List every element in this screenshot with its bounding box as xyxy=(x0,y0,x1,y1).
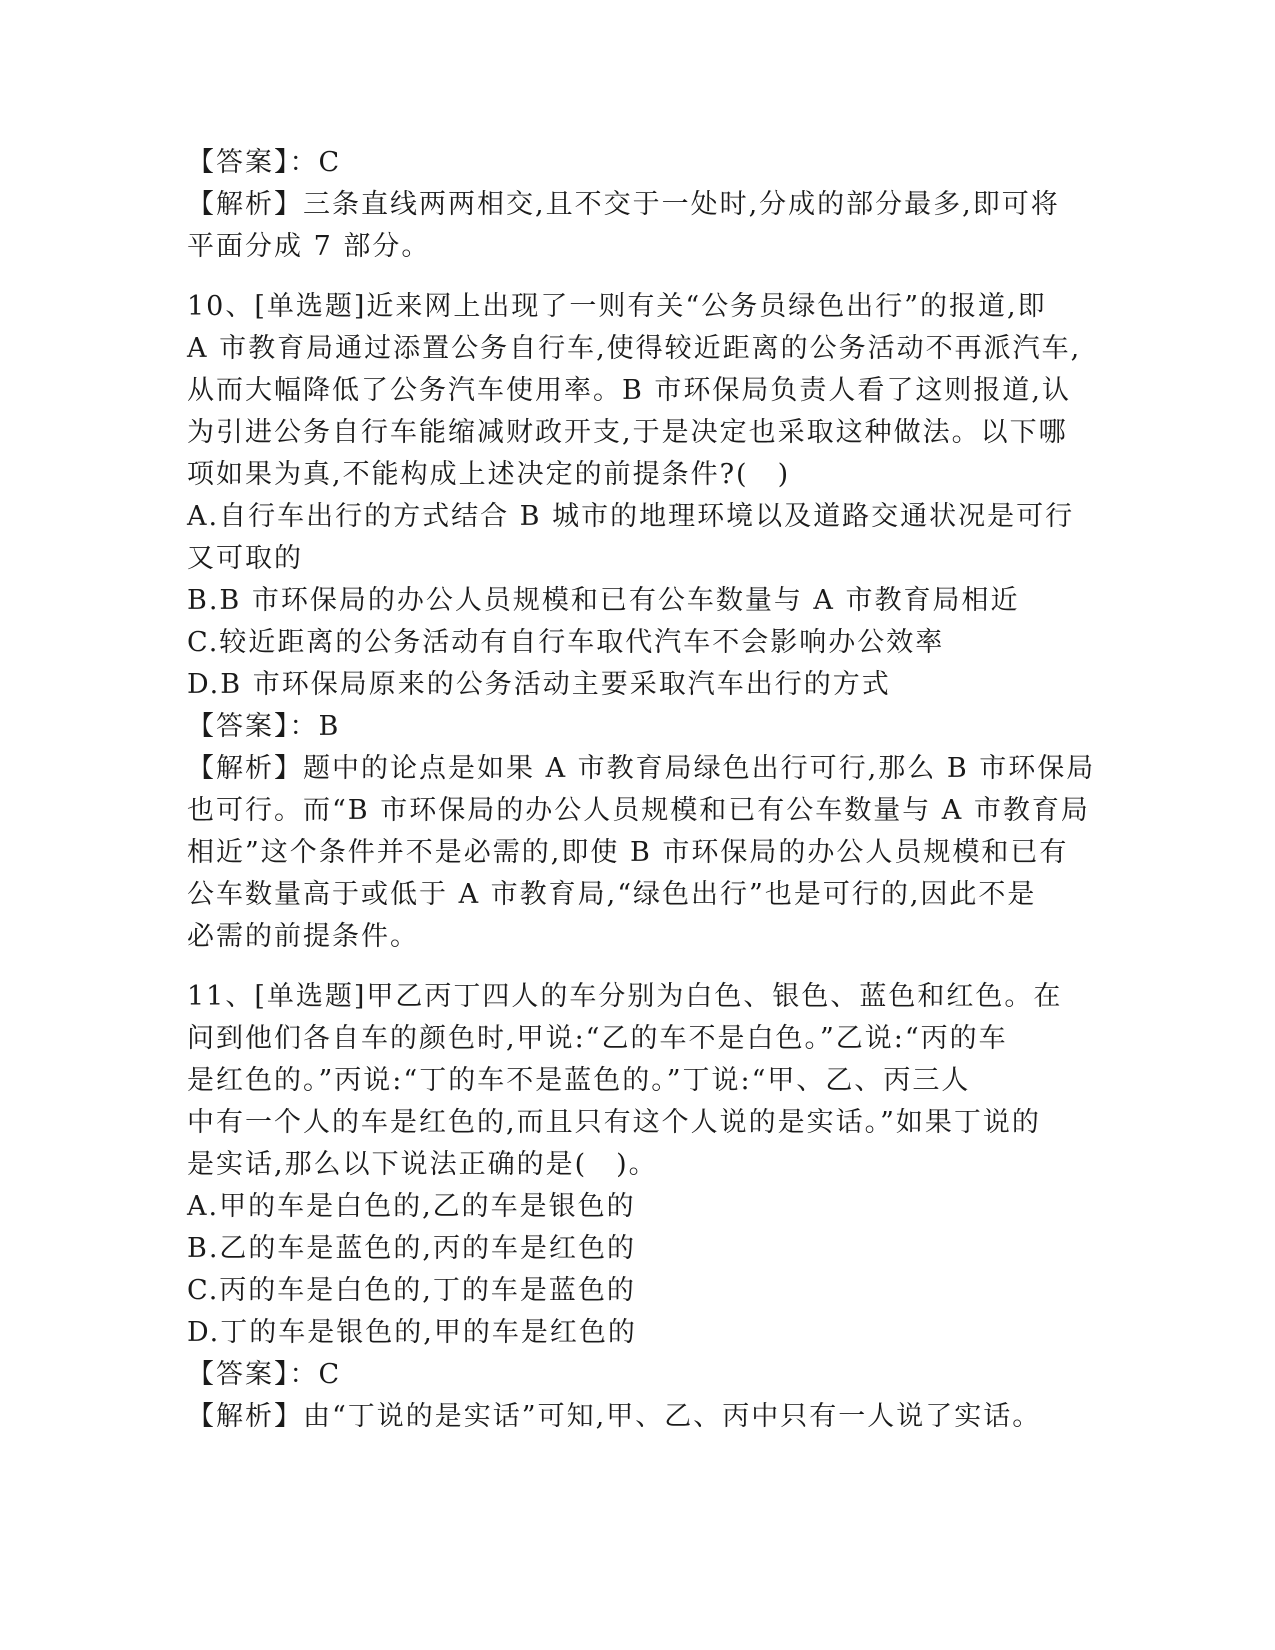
q10-option-a: A.自行车出行的方式结合 B 城市的地理环境以及道路交通状况是可行 xyxy=(187,501,1075,532)
q11-option-b: B.乙的车是蓝色的,丙的车是红色的 xyxy=(187,1233,637,1264)
q11-stem-line: 中有一个人的车是红色的,而且只有这个人说的是实话。”如果丁说的 xyxy=(187,1107,1041,1138)
q10-stem-line: 为引进公务自行车能缩减财政开支,于是决定也采取这种做法。以下哪 xyxy=(187,417,1068,448)
q10-option-a-cont: 又可取的 xyxy=(187,543,303,574)
q9-analysis-line: 平面分成 7 部分。 xyxy=(187,231,431,262)
q10-option-c: C.较近距离的公务活动有自行车取代汽车不会影响办公效率 xyxy=(187,627,945,658)
q11-option-c: C.丙的车是白色的,丁的车是蓝色的 xyxy=(187,1275,636,1306)
q11-option-d: D.丁的车是银色的,甲的车是红色的 xyxy=(187,1317,637,1348)
q9-analysis-line: 【解析】三条直线两两相交,且不交于一处时,分成的部分最多,即可将 xyxy=(187,189,1060,220)
q10-analysis-line: 也可行。而“B 市环保局的办公人员规模和已有公车数量与 A 市教育局 xyxy=(187,795,1090,826)
q10-stem-line: 从而大幅降低了公务汽车使用率。B 市环保局负责人看了这则报道,认 xyxy=(187,375,1072,406)
q10-stem-line: 10、[单选题]近来网上出现了一则有关“公务员绿色出行”的报道,即 xyxy=(187,291,1047,322)
q10-analysis-line: 必需的前提条件。 xyxy=(187,921,419,952)
q11-stem-line: 是红色的。”丙说:“丁的车不是蓝色的。”丁说:“甲、乙、丙三人 xyxy=(187,1065,971,1096)
q10-analysis-line: 【解析】题中的论点是如果 A 市教育局绿色出行可行,那么 B 市环保局 xyxy=(187,753,1096,784)
q10-stem-line: A 市教育局通过添置公务自行车,使得较近距离的公务活动不再派汽车, xyxy=(187,333,1082,364)
q9-answer: 【答案】：C xyxy=(187,147,342,178)
q10-option-b: B.B 市环保局的办公人员规模和已有公车数量与 A 市教育局相近 xyxy=(187,585,1020,616)
q11-stem-line: 11、[单选题]甲乙丙丁四人的车分别为白色、银色、蓝色和红色。在 xyxy=(187,981,1063,1012)
q11-analysis-line: 【解析】由“丁说的是实话”可知,甲、乙、丙中只有一人说了实话。 xyxy=(187,1401,1042,1432)
q11-stem-line: 问到他们各自车的颜色时,甲说:“乙的车不是白色。”乙说:“丙的车 xyxy=(187,1023,1008,1054)
q11-option-a: A.甲的车是白色的,乙的车是银色的 xyxy=(187,1191,636,1222)
q11-stem-line: 是实话,那么以下说法正确的是( )。 xyxy=(187,1149,658,1180)
q10-option-d: D.B 市环保局原来的公务活动主要采取汽车出行的方式 xyxy=(187,669,891,700)
q10-analysis-line: 相近”这个条件并不是必需的,即使 B 市环保局的办公人员规模和已有 xyxy=(187,837,1069,868)
q10-stem-line: 项如果为真,不能构成上述决定的前提条件?( ) xyxy=(187,459,791,490)
q10-analysis-line: 公车数量高于或低于 A 市教育局,“绿色出行”也是可行的,因此不是 xyxy=(187,879,1037,910)
q11-answer: 【答案】：C xyxy=(187,1359,342,1390)
q10-answer: 【答案】：B xyxy=(187,711,341,742)
